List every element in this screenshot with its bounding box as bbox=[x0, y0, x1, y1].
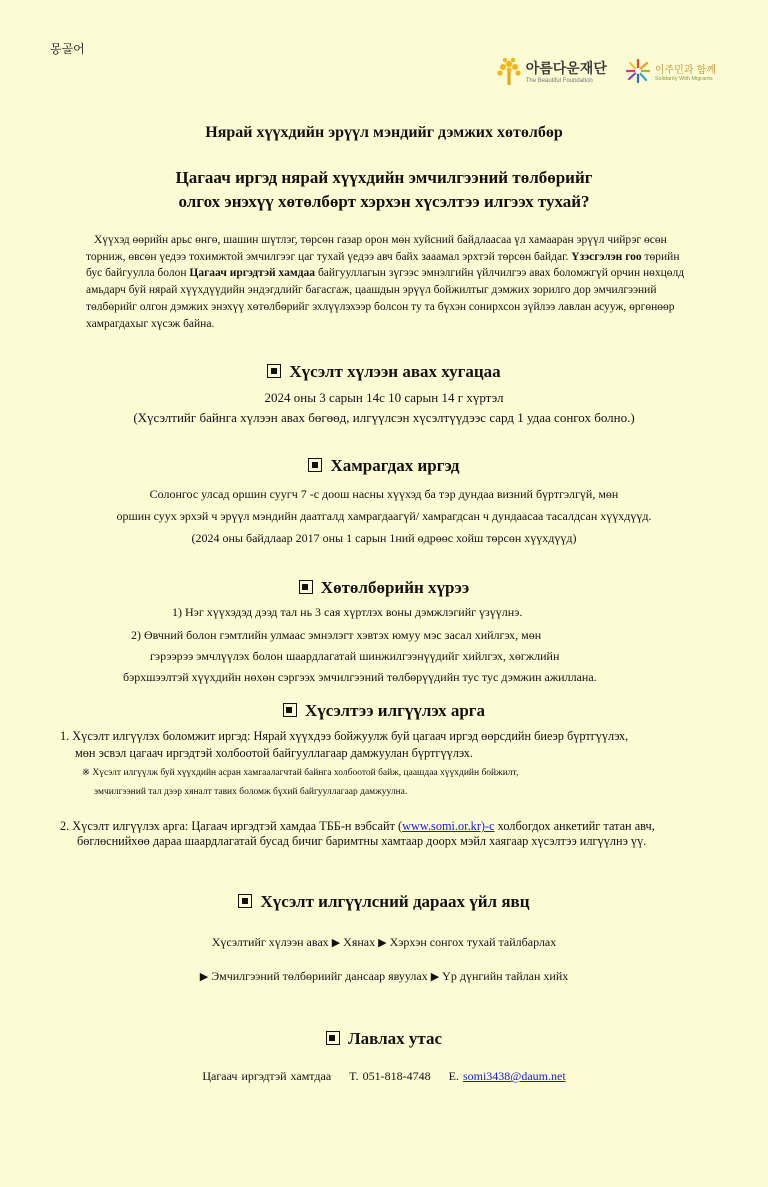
method-heading-text: Хүсэлтээ илгүүлэх арга bbox=[304, 701, 486, 720]
solidarity-migrants-logo bbox=[625, 58, 716, 84]
contact-email-label: E. bbox=[448, 1069, 459, 1083]
method-item-2-suffix: холбогдох анкетийг татан авч, bbox=[494, 819, 655, 833]
intro-bold-2: Цагаач иргэдтэй хамдаа bbox=[189, 267, 316, 280]
main-title: Нярай хүүхдийн эрүүл мэндийг дэмжих хөтөлбөр bbox=[205, 124, 563, 141]
scope-heading-text: Хөтөлбөрийн хүрээ bbox=[320, 578, 470, 597]
square-bullet-icon bbox=[299, 580, 313, 594]
contact-line bbox=[0, 1069, 768, 1084]
process-step-report: Үр дүнгийн тайлан хийх bbox=[442, 969, 569, 983]
question-title bbox=[0, 166, 768, 214]
process-step-explain: Хэрхэн сонгох тухай тайлбарлах bbox=[389, 935, 557, 949]
contact-phone: T. 051-818-4748 bbox=[349, 1069, 431, 1083]
square-bullet-icon bbox=[283, 703, 297, 717]
contact-heading bbox=[0, 1029, 768, 1049]
method-heading bbox=[0, 701, 768, 721]
scope-item-2-line-3: бэрхшээлтэй хүүхдийн нөхөн сэргээх эмчилгээний төлбөрүүдийн тус тус дэмжин ажиллана. bbox=[123, 670, 597, 684]
contact-org: Цагаач иргэдтэй хамтдаа bbox=[202, 1069, 332, 1083]
period-note: (Хүсэлтийг байнга хүлээн авах бөгөөд, илгүүлсэн хүсэлтүүдээс сард 1 удаа сонгох болно.) bbox=[133, 410, 635, 425]
process-heading-text: Хүсэлт илгүүлсний дараах үйл явц bbox=[260, 892, 530, 911]
method-note-line-2: эмчилгээний тал дээр хяналт тавих боломж бүхий байгууллагаар дамжуулна. bbox=[94, 787, 408, 797]
beautiful-foundation-sub: The Beautiful Foundation bbox=[525, 78, 593, 84]
square-bullet-icon bbox=[326, 1031, 340, 1045]
header-logos bbox=[496, 56, 716, 86]
target-line-1: Солонгос улсад оршин суугч 7 -с доош насны хүүхэд ба тэр дундаа визний бүртгэлгүй, мөн bbox=[149, 487, 619, 501]
somi-website-link[interactable]: www.somi.or.kr)-с bbox=[402, 819, 495, 833]
period-heading bbox=[0, 362, 768, 382]
intro-text-1: Хүүхэд өөрийн арьс өнгө, шашин шүтлэг, төрсөн газар орон мөн хуйсний байдлаасаа үл хамааран эрүүл чийрэг өсөн торниж, өвсөн үедээ тохимжтой эмчилгээг цаг тухай үедээ авч байх зааамал эрхтэй төрсөн байдаг. bbox=[86, 234, 667, 263]
contact-email-link[interactable]: somi3438@daum.net bbox=[462, 1069, 566, 1083]
tree-icon bbox=[496, 56, 522, 86]
beautiful-foundation-name: 아름다운재단 bbox=[525, 61, 607, 77]
arrow-right-icon: ▶ bbox=[430, 971, 440, 983]
scope-heading bbox=[0, 578, 768, 598]
intro-bold-1: Үзэсгэлэн гоо bbox=[571, 250, 642, 263]
method-note-line-1: ※ Хүсэлт илгүүлж буй хүүхдийн асран хамгаалагчтай байнга холбоотой байж, цаашдаа хүүхдийн бойжилт, bbox=[82, 768, 519, 778]
question-title-line-1: Цагаач иргэд нярай хүүхдийн эмчилгээний төлбөрийг bbox=[175, 168, 593, 187]
scope-item-1: 1) Нэг хүүхэдэд дээд тал нь 3 сая хүртлэх воны дэмжлэгийг үзүүлнэ. bbox=[172, 605, 523, 619]
contact-heading-text: Лавлах утас bbox=[347, 1029, 442, 1048]
process-heading bbox=[0, 892, 768, 912]
starburst-icon bbox=[625, 58, 651, 84]
scope-item-2-line-2: гэрээрээ эмчлүүлэх болон шаардлагатай шинжилгээнүүдийг хийлгэх, хөгжлийн bbox=[150, 649, 560, 663]
arrow-right-icon: ▶ bbox=[378, 937, 387, 949]
method-item-2-prefix: 2. Хүсэлт илгүүлэх арга: Цагаач иргэдтэй хамдаа ТББ-н вэбсайт ( bbox=[60, 819, 403, 833]
period-dates: 2024 оны 3 сарын 14с 10 сарын 14 г хүртэл bbox=[264, 390, 504, 405]
question-title-line-2: олгох энэхүү хөтөлбөрт хэрхэн хүсэлтээ илгээх тухай? bbox=[178, 192, 590, 211]
target-heading bbox=[0, 456, 768, 476]
square-bullet-icon bbox=[267, 364, 281, 378]
process-step-payment: Эмчилгээний төлбөриийг дансаар явуулах bbox=[211, 969, 428, 983]
process-flow-row-1 bbox=[0, 935, 768, 950]
square-bullet-icon bbox=[308, 458, 322, 472]
arrow-right-icon: ▶ bbox=[199, 971, 209, 983]
scope-item-2-line-1: 2) Өвчний болон гэмтлийн улмаас эмнэлэгт хэвтэх юмуу мэс засал хийлгэх, мөн bbox=[131, 628, 542, 642]
method-item-1-line-2: мөн эсвэл цагаач иргэдтэй холбоотой байгууллагаар дамжуулан бүртгүүлэх. bbox=[75, 746, 473, 760]
process-step-receive: Хүсэлтийг хүлээн авах bbox=[211, 935, 329, 949]
arrow-right-icon: ▶ bbox=[331, 937, 341, 949]
solidarity-migrants-sub: Solidarity With Migrants bbox=[654, 75, 713, 82]
solidarity-migrants-name: 이주민과 함께 bbox=[654, 64, 716, 76]
process-step-review: Хянах bbox=[343, 935, 376, 949]
intro-paragraph bbox=[86, 232, 692, 332]
period-heading-text: Хүсэлт хүлээн авах хугацаа bbox=[289, 362, 501, 381]
process-flow-row-2 bbox=[0, 969, 768, 984]
method-item-2-line-2: бөглөснийхөө дараа шаардлагатай бусад бичиг баримтны хамтаар доорх мэйл хаягаар хүсэлтээ илгүүлнэ үү. bbox=[77, 834, 647, 848]
beautiful-foundation-logo bbox=[496, 56, 607, 86]
target-heading-text: Хамрагдах иргэд bbox=[330, 456, 460, 475]
intro-text-3: байгууллагын зүгээс эмнэлгийн үйлчилгээ авах боломжгүй орчин нөхцөлд амьдарч буй нярай хүүхдүүдийн эндэгдлийг багасгаж, цаашдын эрүүл бойжилтыг дэмжих зорилго дор эмчилгээний төлбөрийг олгон дэмжих энэхүү хөтөлбөрийг эхлүүлэхээр болсон ту та бүхэн сонирхсон зүйлээ лавлан асууж, өргөнөөр хамрагдахыг хүсэж байна. bbox=[86, 267, 685, 330]
intro-text-2: төрийн бус байгууллa болон bbox=[86, 250, 680, 280]
target-line-2: оршин суух эрхэй ч эрүүл мэндийн даатгалд хамрагдаагүй/ хамрагдсан ч дундаасаа тасалдсан хүүхдүүд. bbox=[116, 509, 652, 523]
language-label: 몽골어 bbox=[50, 42, 85, 56]
target-line-3: (2024 оны байдлаар 2017 оны 1 сарын 1ний өдрөөс хойш төрсөн хүүхдүүд) bbox=[191, 531, 577, 545]
square-bullet-icon bbox=[238, 894, 252, 908]
method-item-1-line-1: 1. Хүсэлт илгүүлэх боломжит иргэд: Нярай хүүхдээ бойжуулж буй цагаач иргэд өөрсдийн биеэр бүртгүүлэх, bbox=[60, 729, 629, 743]
